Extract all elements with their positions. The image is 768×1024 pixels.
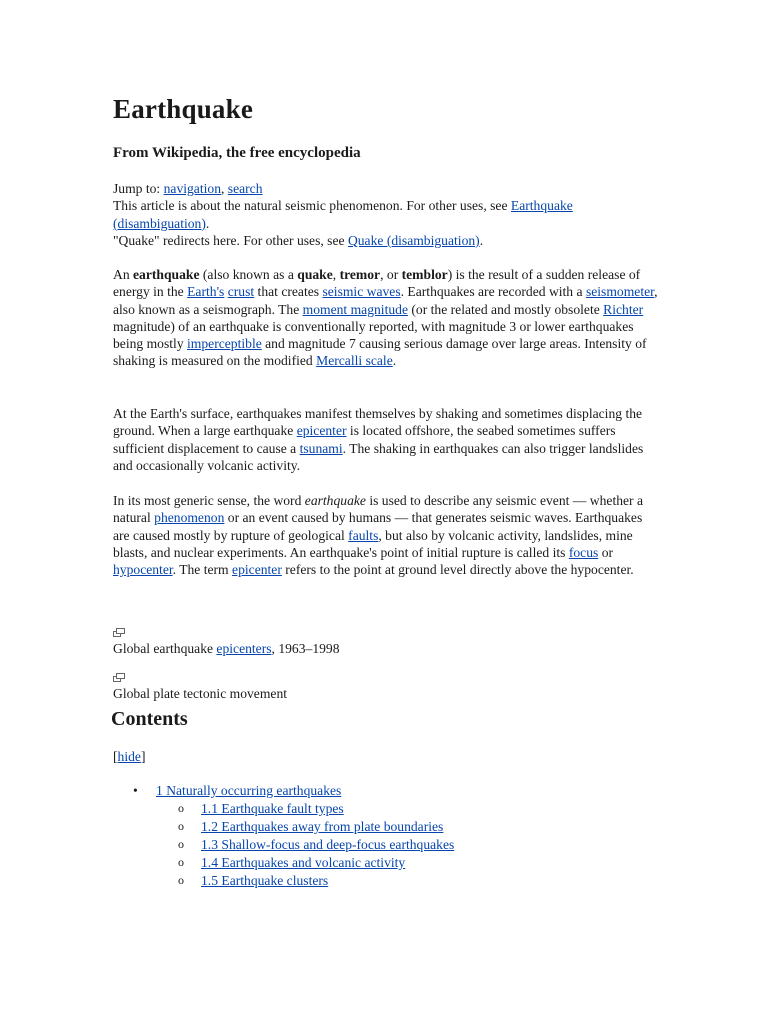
toc-subitem (156, 836, 454, 854)
toc-link-1[interactable]: 1 Naturally occurring earthquakes (156, 783, 342, 798)
toc-link-1-4[interactable]: 1.4 Earthquakes and volcanic activity (201, 855, 406, 870)
text: is located offshore, the seabed sometimes suffers sufficient displacement to cause a (113, 423, 616, 456)
phenomenon-link[interactable]: phenomenon (154, 510, 225, 526)
text: or an event caused by humans — that generates seismic waves. Earthquakes are caused mostly by rupture of geological (113, 510, 643, 543)
paragraph-generic (113, 492, 658, 578)
hatnote (113, 180, 658, 249)
faults-link[interactable]: faults (348, 527, 379, 543)
table-of-contents (113, 782, 454, 890)
text: (also known as a (199, 267, 298, 282)
toc-subitem (156, 854, 454, 872)
search-link[interactable]: search (227, 181, 263, 196)
hatnote-text: "Quake" redirects here. For other uses, see (113, 232, 348, 248)
epicenter-link[interactable]: epicenter (232, 562, 282, 578)
text: ) is the result of a sudden release of energy in the (113, 267, 641, 300)
bracket: ] (140, 749, 146, 764)
text: . Earthquakes are recorded with a (400, 284, 586, 300)
toc-link-1-1[interactable]: 1.1 Earthquake fault types (201, 801, 344, 816)
bold-term: quake (297, 267, 333, 282)
text: , also known as a seismograph. The (113, 284, 658, 317)
moment-magnitude-link[interactable]: moment magnitude (302, 301, 408, 317)
text: magnitude) of an earthquake is conventionally reported, with magnitude 3 or lower earthquakes being mostly (113, 318, 634, 352)
separator: , (221, 181, 228, 196)
imperceptible-link[interactable]: imperceptible (187, 336, 262, 352)
figure-epicenters (113, 628, 340, 657)
bold-term: tremor (339, 267, 381, 282)
seismic-waves-link[interactable]: seismic waves (322, 284, 401, 300)
text: In its most generic sense, the word (113, 493, 305, 508)
text: or (598, 544, 614, 560)
focus-link[interactable]: focus (568, 544, 599, 560)
crust-link[interactable]: crust (227, 284, 255, 300)
text: . The shaking in earthquakes can also trigger landslides and occasionally volcanic activity. (113, 440, 644, 473)
epicenters-link[interactable]: epicenters (216, 641, 272, 656)
earthquake-disambiguation-link[interactable]: Earthquake (disambiguation) (113, 198, 573, 231)
epicenter-link[interactable]: epicenter (296, 423, 347, 439)
page-subtitle: From Wikipedia, the free encyclopedia (113, 145, 361, 161)
italic-term: earthquake (304, 493, 366, 508)
text: that creates (254, 284, 323, 300)
mercalli-scale-link[interactable]: Mercalli scale (316, 353, 393, 369)
toc-subitem (156, 818, 454, 836)
toc-subitem (156, 872, 454, 890)
hatnote-text: . (205, 215, 210, 231)
text: An (113, 267, 134, 282)
text: . The term (172, 562, 233, 578)
text: and magnitude 7 causing serious damage over large areas. Intensity of shaking is measured on the modified (113, 336, 647, 369)
figure-plate-tectonics (113, 673, 287, 702)
text: , but also by volcanic activity, landslides, mine blasts, and nuclear experiments. An earthquake's point of initial rupture is called its (113, 527, 633, 560)
text: , or (380, 267, 402, 282)
bracket: [ (113, 749, 118, 764)
toc-toggle (113, 748, 145, 766)
bold-term: earthquake (133, 267, 200, 282)
figure-caption: Global earthquake (113, 641, 217, 656)
hatnote-text: This article is about the natural seismic phenomenon. For other uses, see (113, 198, 511, 214)
quake-disambiguation-link[interactable]: Quake (disambiguation) (347, 232, 480, 248)
toc-link-1-2[interactable]: 1.2 Earthquakes away from plate boundaries (201, 819, 444, 834)
toc-subitem (156, 800, 454, 818)
toc-sublist (156, 800, 454, 890)
figure-caption: Global plate tectonic movement (113, 686, 288, 701)
text: is used to describe any seismic event — whether a natural (113, 493, 644, 526)
richter-link[interactable]: Richter (603, 301, 644, 317)
navigation-link[interactable]: navigation (163, 181, 221, 196)
toc-link-1-5[interactable]: 1.5 Earthquake clusters (201, 873, 329, 888)
enlarge-icon[interactable] (113, 628, 125, 638)
hatnote-text: . (479, 232, 484, 248)
toc-link-1-3[interactable]: 1.3 Shallow-focus and deep-focus earthquakes (201, 837, 455, 852)
contents-heading: Contents (111, 708, 188, 730)
toc-item (113, 782, 454, 890)
earths-link[interactable]: Earth's (187, 284, 225, 300)
paragraph-surface (113, 405, 658, 474)
jump-to-label: Jump to: (113, 181, 164, 196)
hide-toc-link[interactable]: hide (117, 749, 141, 764)
text: , (332, 267, 340, 282)
paragraph-intro (113, 266, 658, 370)
text: refers to the point at ground level directly above the hypocenter. (281, 562, 634, 578)
text: . (392, 353, 397, 369)
page-title: Earthquake (113, 94, 254, 124)
enlarge-icon[interactable] (113, 673, 125, 683)
seismometer-link[interactable]: seismometer (585, 284, 655, 300)
hypocenter-link[interactable]: hypocenter (113, 562, 173, 578)
bold-term: temblor (401, 267, 448, 282)
text: At the Earth's surface, earthquakes manifest themselves by shaking and sometimes displacing the ground. When a large earthquake (113, 406, 643, 439)
text: (or the related and mostly obsolete (408, 301, 604, 317)
figure-caption: , 1963–1998 (271, 641, 340, 656)
tsunami-link[interactable]: tsunami (299, 440, 343, 456)
